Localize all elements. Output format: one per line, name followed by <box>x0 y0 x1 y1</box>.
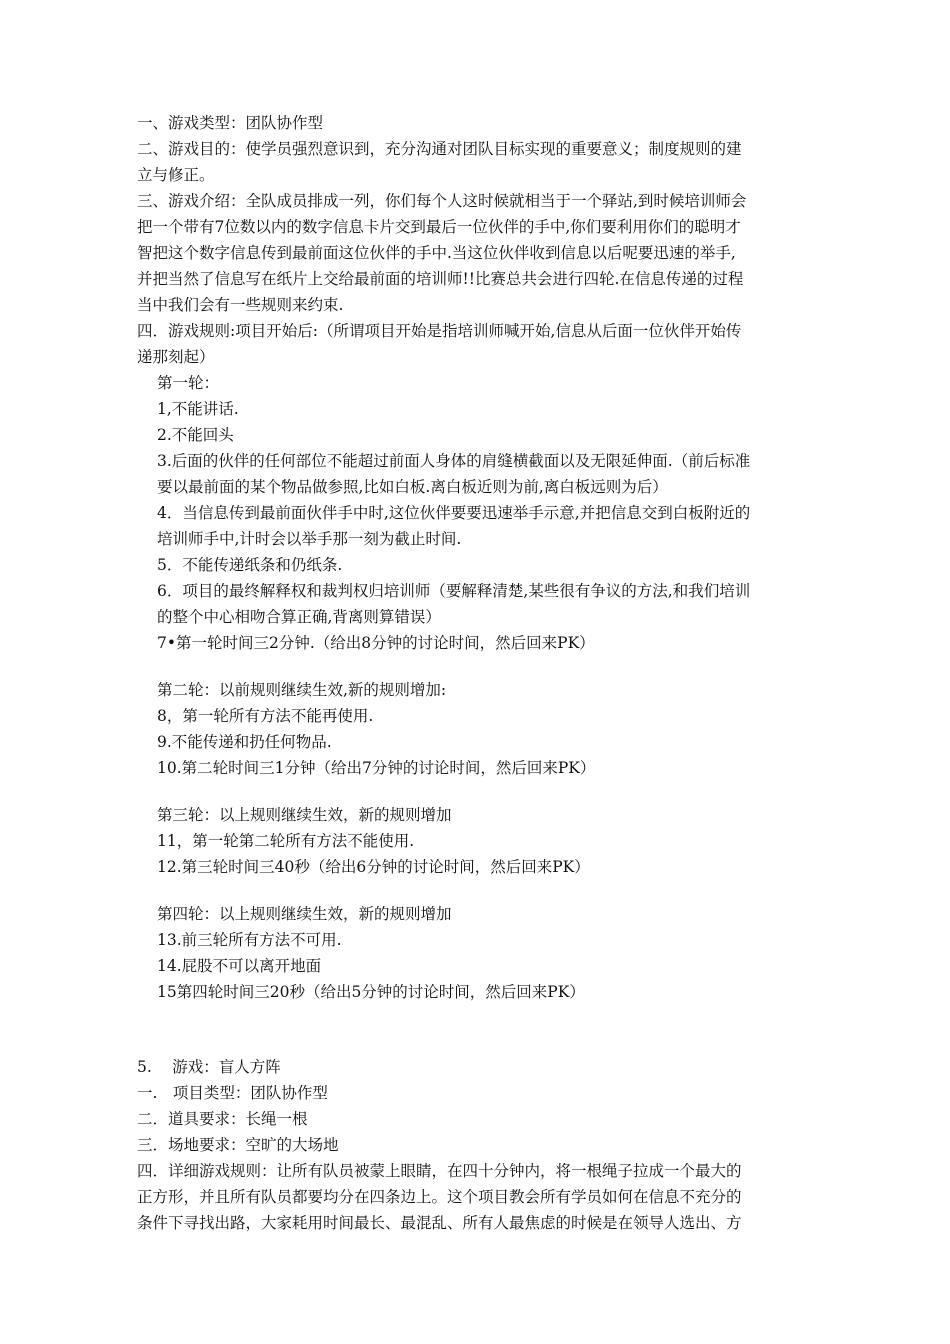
blind-square-line: 四．详细游戏规则：让所有队员被蒙上眼睛，在四十分钟内，将一根绳子拉成一个最大的 <box>137 1162 742 1180</box>
game-intro-line: 并把当然了信息写在纸片上交给最前面的培训师!!比赛总共会进行四轮.在信息传递的过程 <box>137 270 744 288</box>
game-purpose-line: 立与修正。 <box>137 166 215 184</box>
blind-square-line: 二．道具要求：长绳一根 <box>137 1110 308 1128</box>
game-rules-line: 四．游戏规则:项目开始后:（所谓项目开始是指培训师喊开始,信息从后面一位伙伴开始传 <box>137 322 742 340</box>
round-3-title: 第三轮：以上规则继续生效，新的规则增加 <box>157 806 452 824</box>
round-4-title: 第四轮：以上规则继续生效，新的规则增加 <box>157 905 452 923</box>
blind-square-line: 三．场地要求：空旷的大场地 <box>137 1136 339 1154</box>
spacer <box>137 880 827 901</box>
rule-item: 11，第一轮第二轮所有方法不能使用. <box>157 832 415 850</box>
game-intro-line: 三、游戏介绍：全队成员排成一列，你们每个人这时候就相当于一个驿站,到时候培训师会 <box>137 192 747 210</box>
rule-item: 要以最前面的某个物品做参照,比如白板.离白板近则为前,离白板远则为后） <box>157 478 668 496</box>
rule-item: 1,不能讲话. <box>157 400 239 418</box>
rule-item: 6．项目的最终解释权和裁判权归培训师（要解释清楚,某些很有争议的方法,和我们培训 <box>157 582 751 600</box>
rule-item: 4．当信息传到最前面伙伴手中时,这位伙伴要要迅速举手示意,并把信息交到白板附近的 <box>157 504 751 522</box>
game-intro-line: 把一个带有7位数以内的数字信息卡片交到最后一位伙伴的手中,你们要利用你们的聪明才 <box>137 218 741 236</box>
section-title: 5. 游戏：盲人方阵 <box>137 1058 281 1076</box>
rule-item: 9.不能传递和扔任何物品. <box>157 733 332 751</box>
blind-square-line: 一. 项目类型：团队协作型 <box>137 1084 328 1102</box>
rule-item: 5．不能传递纸条和仍纸条. <box>157 556 343 574</box>
game-rules-line: 递那刻起） <box>137 348 215 366</box>
spacer <box>137 656 827 677</box>
rule-item: 8，第一轮所有方法不能再使用. <box>157 707 374 725</box>
rule-item: 12.第三轮时间三40秒（给出6分钟的讨论时间，然后回来PK） <box>157 858 590 876</box>
blind-square-line: 正方形，并且所有队员都要均分在四条边上。这个项目教会所有学员如何在信息不充分的 <box>137 1188 742 1206</box>
rule-item: 10.第二轮时间三1分钟（给出7分钟的讨论时间，然后回来PK） <box>157 759 596 777</box>
game-purpose-line: 二、游戏目的：使学员强烈意识到，充分沟通对团队目标实现的重要意义；制度规则的建 <box>137 140 742 158</box>
rule-item: 7•第一轮时间三2分钟.（给出8分钟的讨论时间，然后回来PK） <box>157 634 595 652</box>
round-2-title: 第二轮：以前规则继续生效,新的规则增加: <box>157 681 447 699</box>
rule-item: 15第四轮时间三20秒（给出5分钟的讨论时间，然后回来PK） <box>157 983 585 1001</box>
rule-item: 14.屁股不可以离开地面 <box>157 957 322 975</box>
rule-item: 3.后面的伙伴的任何部位不能超过前面人身体的肩缝横截面以及无限延伸面.（前后标准 <box>157 452 751 470</box>
blind-square-line: 条件下寻找出路，大家耗用时间最长、最混乱、所有人最焦虑的时候是在领导人选出、方 <box>137 1214 742 1232</box>
game-type-line: 一、游戏类型：团队协作型 <box>137 114 324 132</box>
rule-item: 的整个中心相吻合算正确,背离则算错误） <box>157 608 441 626</box>
spacer <box>137 1005 827 1054</box>
game-intro-line: 智把这个数字信息传到最前面这位伙伴的手中.当这位伙伴收到信息以后呢要迅速的举手, <box>137 244 736 262</box>
spacer <box>137 781 827 802</box>
rule-item: 13.前三轮所有方法不可用. <box>157 931 342 949</box>
game-intro-line: 当中我们会有一些规则来约束. <box>137 296 344 314</box>
rule-item: 2.不能回头 <box>157 426 234 444</box>
document-page <box>137 110 827 1236</box>
round-1-title: 第一轮： <box>157 374 220 392</box>
rule-item: 培训师手中,计时会以举手那一刻为截止时间. <box>157 530 462 548</box>
